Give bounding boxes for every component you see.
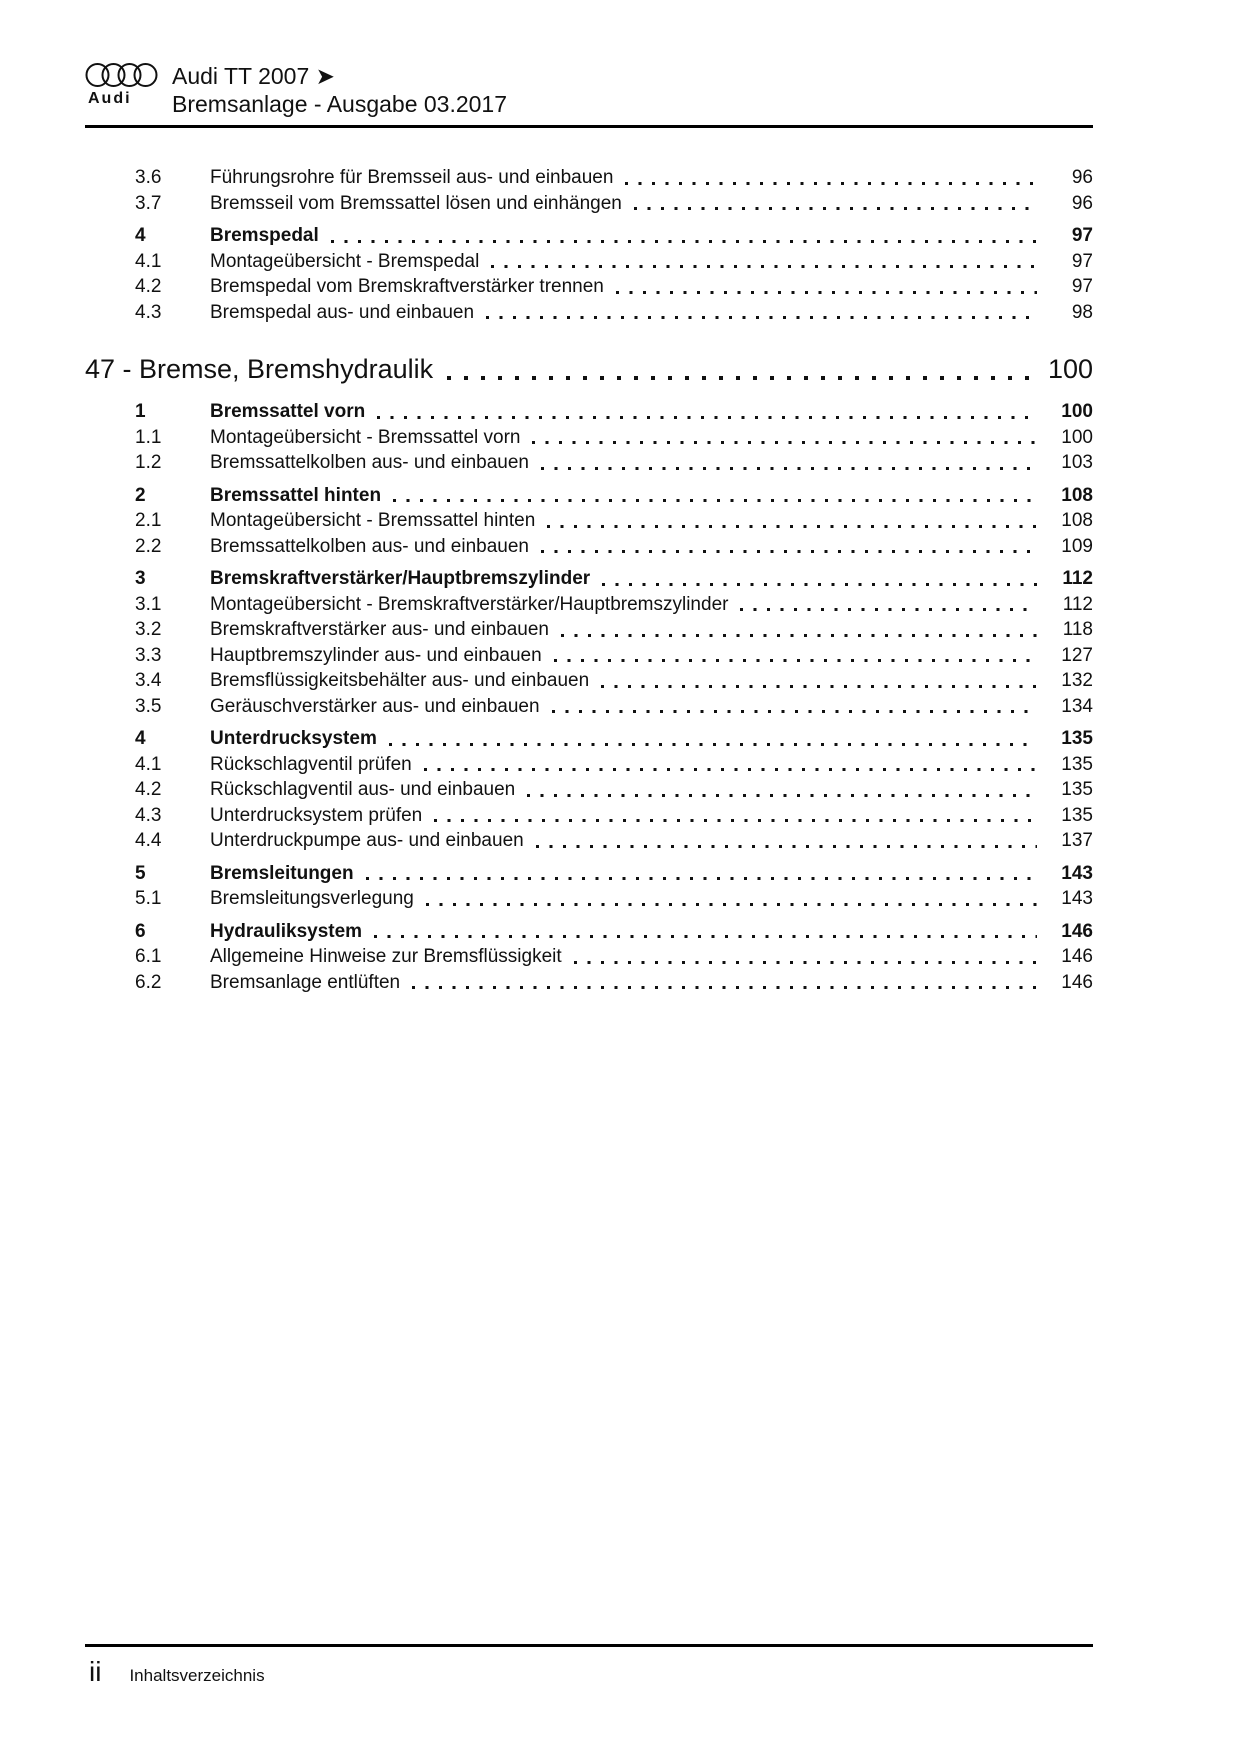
toc-entry-page: 118 [1062,619,1093,640]
toc-entry-title: Bremssattel hinten [210,484,382,506]
audi-rings-icon [85,62,158,89]
toc-entry-page: 137 [1061,830,1093,851]
toc-row[interactable] [85,223,1093,249]
toc-entry-number: 2.1 [135,510,162,531]
toc-entry-number: 3 [135,568,146,589]
toc-entry-page: 146 [1061,946,1093,967]
toc-entry-page: 143 [1061,862,1093,884]
toc-entry-number: 4.2 [135,779,162,800]
toc-leader-dots [532,441,1037,444]
toc-entry-title: Bremskraftverstärker/Hauptbremszylinder [210,568,591,589]
toc-entry-title: Bremspedal vom Bremskraftverstärker trennen [210,276,604,297]
toc-entry-title: Bremskraftverstärker aus- und einbauen [210,619,549,640]
header-model-line: Audi TT 2007 ➤ [172,63,335,89]
toc-entry-title: Bremsflüssigkeitsbehälter aus- und einbauen [210,670,590,691]
toc-leader-dots [377,416,1037,419]
toc-row[interactable] [85,534,1093,560]
footer-section-label: Inhaltsverzeichnis [129,1666,265,1685]
toc-entry-number: 3.2 [135,619,162,640]
toc-entry-number: 4 [135,728,146,749]
toc-row[interactable] [85,617,1093,643]
toc-row[interactable] [85,483,1093,509]
toc-entry-page: 132 [1061,670,1093,691]
toc-leader-dots [389,743,1037,746]
toc-leader-dots [426,903,1037,906]
toc-leader-dots [491,265,1037,268]
toc-entry-title: Montageübersicht - Bremskraftverstärker/Hauptbremszylinder [210,593,729,615]
toc-entry-page: 100 [1061,426,1093,448]
toc-row[interactable] [85,861,1093,887]
toc-entry-title: Rückschlagventil aus- und einbauen [210,779,516,800]
toc-entry-number: 4.2 [135,276,162,297]
toc-entry-title: Montageübersicht - Bremspedal [210,250,480,272]
page-footer [85,1644,1093,1688]
toc-entry-page: 112 [1062,568,1093,589]
toc-row[interactable] [85,668,1093,694]
toc-entry-number: 2.2 [135,535,162,557]
toc-row[interactable] [85,643,1093,669]
toc-entry-number: 6 [135,920,146,942]
toc-row[interactable] [85,399,1093,425]
toc-entry-number: 4.3 [135,301,162,323]
toc-row[interactable] [85,566,1093,592]
toc-row[interactable] [85,425,1093,451]
toc-row[interactable] [85,274,1093,300]
toc-entry-page: 108 [1061,510,1093,531]
toc-row[interactable] [85,726,1093,752]
toc-entry-page: 108 [1061,484,1093,506]
toc-leader-dots [536,845,1037,848]
toc-entry-page: 135 [1061,779,1093,800]
toc-entry-page: 146 [1061,920,1093,942]
toc-row[interactable] [85,350,1093,388]
toc-entry-number: 3.5 [135,695,162,717]
toc-leader-dots [574,961,1037,964]
toc-entry-page: 146 [1061,971,1093,993]
toc-entry-title: Bremssattel vorn [210,401,366,422]
toc-entry-title: Unterdrucksystem [210,728,377,749]
toc-entry-number: 3.6 [135,167,162,188]
toc-entry-number: 6.1 [135,946,162,967]
toc-entry-title: Führungsrohre für Bremsseil aus- und einbauen [210,167,614,188]
toc-entry-title: Montageübersicht - Bremssattel vorn [210,426,521,448]
toc-entry-page: 109 [1061,535,1093,557]
toc-entry-title: Bremsanlage entlüften [210,971,401,993]
toc-entry-title: Bremsseil vom Bremssattel lösen und einhängen [210,192,622,214]
toc-leader-dots [447,376,1037,380]
toc-entry-title: Unterdrucksystem prüfen [210,804,423,826]
toc-entry-number: 4 [135,225,146,246]
toc-row[interactable] [85,191,1093,217]
toc-leader-dots [634,207,1037,210]
toc-entry-page: 135 [1061,753,1093,775]
toc-row[interactable] [85,803,1093,829]
toc-leader-dots [552,710,1037,713]
toc-entry-page: 97 [1071,225,1093,246]
toc-row[interactable] [85,777,1093,803]
toc-row[interactable] [85,249,1093,275]
header-titles [172,62,507,118]
toc-row[interactable] [85,694,1093,720]
toc-row[interactable] [85,828,1093,854]
toc-leader-dots [740,608,1037,611]
toc-row[interactable] [85,300,1093,326]
toc-leader-dots [541,550,1037,553]
toc-entry-page: 135 [1061,728,1093,749]
toc-entry-page: 103 [1061,452,1093,473]
toc-row[interactable] [85,886,1093,912]
toc-row[interactable] [85,450,1093,476]
toc-leader-dots [434,819,1037,822]
toc-leader-dots [374,935,1037,938]
toc-leader-dots [602,583,1037,586]
toc-entry-number: 4.1 [135,753,162,775]
toc-entry-title: Bremsleitungsverlegung [210,888,414,909]
toc-entry-number: 1.1 [135,426,162,448]
toc-leader-dots [561,634,1037,637]
toc-leader-dots [412,986,1037,989]
toc-entry-page: 100 [1061,401,1093,422]
toc-leader-dots [541,467,1037,470]
toc-entry-number: 4.3 [135,804,162,826]
toc-row[interactable] [85,752,1093,778]
toc-entry-page: 135 [1061,804,1093,826]
toc-leader-dots [554,659,1037,662]
toc-leader-dots [331,240,1037,243]
toc-entry-number: 4.4 [135,830,162,851]
toc-leader-dots [424,768,1037,771]
toc-entry-page: 127 [1061,644,1093,666]
toc-entry-number: 6.2 [135,971,162,993]
toc-entry-page: 134 [1061,695,1093,717]
header-doc-line: Bremsanlage - Ausgabe 03.2017 [172,91,508,117]
toc-entry-page: 97 [1071,250,1093,272]
toc-leader-dots [616,291,1037,294]
toc-entry-number: 4.1 [135,250,162,272]
header-rule [85,125,1093,128]
page-header [85,62,1093,118]
toc-entry-title: Hydrauliksystem [210,920,363,942]
table-of-contents [85,165,1093,995]
toc-entry-number: 5.1 [135,888,162,909]
toc-entry-title: Hauptbremszylinder aus- und einbauen [210,644,542,666]
toc-entry-title: Unterdruckpumpe aus- und einbauen [210,830,524,851]
toc-row[interactable] [85,165,1093,191]
toc-entry-number: 3.4 [135,670,162,691]
footer-page-number: ii [89,1656,102,1687]
toc-entry-title: Rückschlagventil prüfen [210,753,412,775]
toc-leader-dots [366,877,1037,880]
toc-entry-number: 1 [135,401,146,422]
audi-wordmark: Audi [88,90,132,107]
toc-entry-title: Bremspedal aus- und einbauen [210,301,475,323]
toc-entry-title: Bremspedal [210,225,319,246]
toc-entry-title: 47 - Bremse, Bremshydraulik [85,354,434,384]
toc-leader-dots [393,499,1037,502]
toc-entry-number: 1.2 [135,452,162,473]
toc-row[interactable] [85,970,1093,996]
toc-entry-number: 5 [135,862,146,884]
toc-leader-dots [625,182,1037,185]
toc-leader-dots [527,794,1037,797]
toc-entry-page: 96 [1071,167,1093,188]
toc-entry-number: 3.3 [135,644,162,666]
toc-entry-number: 3.7 [135,192,162,214]
toc-leader-dots [547,525,1037,528]
toc-entry-title: Bremssattelkolben aus- und einbauen [210,452,529,473]
toc-entry-page: 96 [1071,192,1093,214]
toc-entry-page: 97 [1071,276,1093,297]
toc-entry-title: Allgemeine Hinweise zur Bremsflüssigkeit [210,946,562,967]
audi-logo [85,62,158,108]
toc-row[interactable] [85,508,1093,534]
toc-row[interactable] [85,944,1093,970]
toc-entry-number: 3.1 [135,593,162,615]
toc-entry-title: Bremssattelkolben aus- und einbauen [210,535,529,557]
toc-entry-title: Montageübersicht - Bremssattel hinten [210,510,536,531]
toc-entry-title: Geräuschverstärker aus- und einbauen [210,695,540,717]
toc-entry-number: 2 [135,484,146,506]
toc-row[interactable] [85,592,1093,618]
toc-leader-dots [601,685,1037,688]
toc-leader-dots [486,316,1037,319]
toc-entry-page: 98 [1071,301,1093,323]
toc-entry-page: 100 [1047,354,1093,384]
toc-entry-page: 112 [1062,593,1093,615]
toc-entry-title: Bremsleitungen [210,862,354,884]
toc-row[interactable] [85,919,1093,945]
toc-entry-page: 143 [1061,888,1093,909]
